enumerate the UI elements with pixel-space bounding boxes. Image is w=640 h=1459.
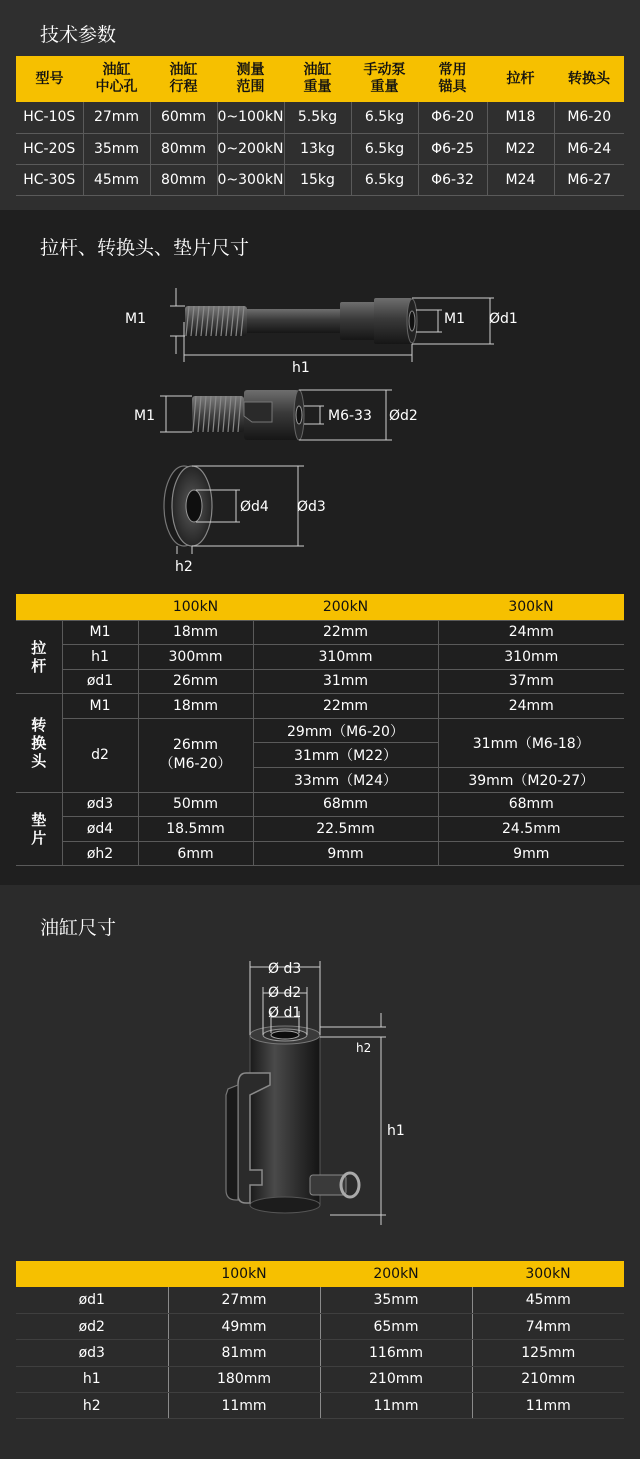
table-cell: 300mm xyxy=(138,645,253,670)
cylinder-diagram xyxy=(0,885,640,1245)
cylinder-header-cell: 300kN xyxy=(472,1261,624,1287)
table-cell: 33mm（M24） xyxy=(253,768,438,793)
rod-adapter-washer-section xyxy=(0,210,640,885)
spec-header-cell: 常用 锚具 xyxy=(418,56,487,102)
table-cell: 116mm xyxy=(320,1340,472,1366)
spec-cell: HC-30S xyxy=(16,164,83,195)
spec-cell: M6-20 xyxy=(554,102,624,133)
table-cell: 27mm xyxy=(168,1287,320,1313)
pull-rod-drawing xyxy=(125,288,518,376)
cyl-h1-label: h1 xyxy=(387,1123,405,1139)
table-cell: 26mm （M6-20） xyxy=(138,718,253,792)
spec-header-cell: 油缸 重量 xyxy=(284,56,351,102)
table-cell: 11mm xyxy=(168,1393,320,1419)
cylinder-header-row xyxy=(16,1261,624,1287)
cyl-d1-label: Ø d1 xyxy=(268,1005,302,1021)
cyl-d2-label: Ø d2 xyxy=(268,985,302,1001)
table-cell: 68mm xyxy=(438,792,624,817)
table-row xyxy=(16,1287,624,1313)
table-cell: 6mm xyxy=(138,841,253,866)
table-cell: 11mm xyxy=(472,1393,624,1419)
spec-cell: 0~100kN xyxy=(217,102,284,133)
spec-cell: HC-10S xyxy=(16,102,83,133)
table-cell: 37mm xyxy=(438,669,624,694)
table-cell: M1 xyxy=(62,620,138,645)
size-header-cell: 300kN xyxy=(438,594,624,620)
table-cell: ød1 xyxy=(16,1287,168,1313)
table-cell: h1 xyxy=(62,645,138,670)
spec-header-row xyxy=(16,56,624,102)
spec-cell: 6.5kg xyxy=(351,102,418,133)
table-cell: ød3 xyxy=(62,792,138,817)
table-row xyxy=(16,645,624,670)
table-row xyxy=(16,620,624,645)
spec-cell: 0~300kN xyxy=(217,164,284,195)
spec-title: 技术参数 xyxy=(40,24,117,46)
table-row xyxy=(16,1313,624,1339)
spec-cell: M6-24 xyxy=(554,133,624,164)
table-cell: 39mm（M20-27） xyxy=(438,768,624,793)
spec-cell: 80mm xyxy=(150,164,217,195)
spec-header-cell: 测量 范围 xyxy=(217,56,284,102)
table-cell: 22mm xyxy=(253,620,438,645)
table-cell: 210mm xyxy=(472,1366,624,1392)
spec-cell: 45mm xyxy=(83,164,150,195)
table-cell: h2 xyxy=(16,1393,168,1419)
size-header-row xyxy=(16,594,624,620)
table-cell: 68mm xyxy=(253,792,438,817)
spec-cell: Φ6-25 xyxy=(418,133,487,164)
size-header-cell: 100kN xyxy=(138,594,253,620)
group-rod: 拉 杆 xyxy=(16,620,62,694)
table-cell: 18.5mm xyxy=(138,817,253,842)
spec-header-cell: 拉杆 xyxy=(487,56,554,102)
rod-h1-label: h1 xyxy=(292,360,310,376)
rod-m1-right-label: M1 xyxy=(444,311,465,327)
size-header-cell: 200kN xyxy=(253,594,438,620)
rod-m1-left-label: M1 xyxy=(125,311,146,327)
spec-cell: 13kg xyxy=(284,133,351,164)
washer-drawing xyxy=(164,466,326,575)
table-cell: 26mm xyxy=(138,669,253,694)
spec-row xyxy=(16,164,624,195)
table-cell: 9mm xyxy=(438,841,624,866)
table-cell: 24.5mm xyxy=(438,817,624,842)
cyl-d3-label: Ø d3 xyxy=(268,961,302,977)
spec-header-cell: 油缸 行程 xyxy=(150,56,217,102)
table-row xyxy=(16,669,624,694)
washer-d3-label: Ød3 xyxy=(297,499,326,515)
washer-d4-label: Ød4 xyxy=(240,499,269,515)
table-cell: ød3 xyxy=(16,1340,168,1366)
table-cell: 81mm xyxy=(168,1340,320,1366)
adapter-d2-label: Ød2 xyxy=(389,408,418,424)
table-cell: 125mm xyxy=(472,1340,624,1366)
table-cell: 29mm（M6-20） xyxy=(253,718,438,743)
table-cell: øh2 xyxy=(62,841,138,866)
size-header-cell xyxy=(16,594,62,620)
spec-cell: Φ6-20 xyxy=(418,102,487,133)
spec-cell: M18 xyxy=(487,102,554,133)
spec-header-cell: 手动泵 重量 xyxy=(351,56,418,102)
spec-cell: 60mm xyxy=(150,102,217,133)
spec-cell: 35mm xyxy=(83,133,150,164)
table-row xyxy=(16,1393,624,1419)
spec-section xyxy=(0,0,640,210)
rod-adapter-washer-diagram xyxy=(0,210,640,590)
cylinder-header-cell: 200kN xyxy=(320,1261,472,1287)
adapter-drawing xyxy=(134,390,418,440)
table-cell: 22mm xyxy=(253,694,438,719)
spec-header-cell: 油缸 中心孔 xyxy=(83,56,150,102)
spec-header-cell: 型号 xyxy=(16,56,83,102)
table-row xyxy=(16,694,624,719)
table-cell: d2 xyxy=(62,718,138,792)
table-cell: 22.5mm xyxy=(253,817,438,842)
spec-cell: 5.5kg xyxy=(284,102,351,133)
rod-d1-label: Ød1 xyxy=(489,311,518,327)
adapter-thread-label: M6-33 xyxy=(328,408,372,424)
table-cell: 31mm（M22） xyxy=(253,743,438,768)
table-cell: 31mm（M6-18） xyxy=(438,718,624,767)
table-row xyxy=(16,792,624,817)
table-cell: 310mm xyxy=(253,645,438,670)
spec-header-cell: 转换头 xyxy=(554,56,624,102)
cylinder-header-cell xyxy=(16,1261,168,1287)
table-cell: 65mm xyxy=(320,1313,472,1339)
table-cell: 24mm xyxy=(438,620,624,645)
table-cell: 49mm xyxy=(168,1313,320,1339)
cyl-h2-label: h2 xyxy=(356,1041,372,1055)
cylinder-table xyxy=(16,1261,624,1419)
spec-cell: 6.5kg xyxy=(351,164,418,195)
table-cell: 18mm xyxy=(138,694,253,719)
cylinder-section xyxy=(0,885,640,1459)
table-cell: 9mm xyxy=(253,841,438,866)
spec-cell: HC-20S xyxy=(16,133,83,164)
spec-row xyxy=(16,102,624,133)
spec-cell: 0~200kN xyxy=(217,133,284,164)
cylinder-title: 油缸尺寸 xyxy=(40,917,117,939)
table-cell: 210mm xyxy=(320,1366,472,1392)
table-row xyxy=(16,817,624,842)
table-cell: ød1 xyxy=(62,669,138,694)
table-cell: 24mm xyxy=(438,694,624,719)
table-row xyxy=(16,841,624,866)
spec-table xyxy=(16,56,624,196)
table-row xyxy=(16,1340,624,1366)
table-cell: M1 xyxy=(62,694,138,719)
spec-cell: 80mm xyxy=(150,133,217,164)
rod-adapter-washer-table xyxy=(16,594,624,866)
cylinder-header-cell: 100kN xyxy=(168,1261,320,1287)
table-cell: 310mm xyxy=(438,645,624,670)
table-cell: 74mm xyxy=(472,1313,624,1339)
rod-adapter-washer-title: 拉杆、转换头、垫片尺寸 xyxy=(40,237,250,259)
table-cell: ød2 xyxy=(16,1313,168,1339)
size-header-cell xyxy=(62,594,138,620)
cylinder-drawing xyxy=(226,961,405,1225)
adapter-m1-label: M1 xyxy=(134,408,155,424)
spec-cell: M6-27 xyxy=(554,164,624,195)
spec-cell: 6.5kg xyxy=(351,133,418,164)
table-row xyxy=(16,1366,624,1392)
spec-cell: 15kg xyxy=(284,164,351,195)
table-cell: 11mm xyxy=(320,1393,472,1419)
group-adapter: 转 换 头 xyxy=(16,694,62,792)
group-washer: 垫 片 xyxy=(16,792,62,866)
table-cell: 45mm xyxy=(472,1287,624,1313)
table-cell: 18mm xyxy=(138,620,253,645)
spec-row xyxy=(16,133,624,164)
spec-cell: 27mm xyxy=(83,102,150,133)
table-cell: 180mm xyxy=(168,1366,320,1392)
table-cell: 31mm xyxy=(253,669,438,694)
table-cell: ød4 xyxy=(62,817,138,842)
spec-cell: M22 xyxy=(487,133,554,164)
spec-cell: Φ6-32 xyxy=(418,164,487,195)
table-cell: 50mm xyxy=(138,792,253,817)
table-cell: 35mm xyxy=(320,1287,472,1313)
table-row xyxy=(16,718,624,743)
spec-cell: M24 xyxy=(487,164,554,195)
table-cell: h1 xyxy=(16,1366,168,1392)
washer-h2-label: h2 xyxy=(175,559,193,575)
